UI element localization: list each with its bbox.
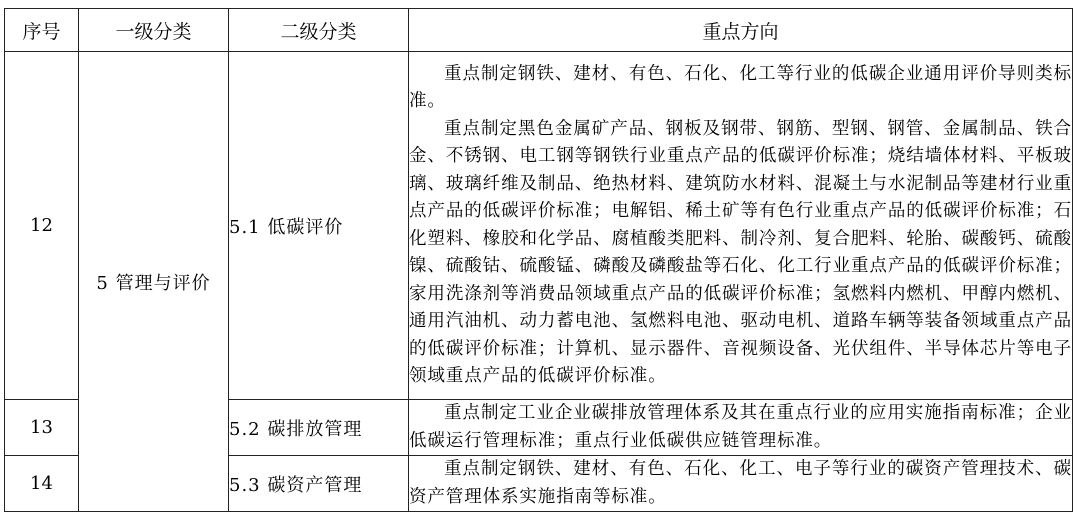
category1-cell: 5 管理与评价 (79, 52, 229, 512)
header-category2: 二级分类 (229, 9, 409, 52)
direction-paragraph: 重点制定钢铁、建材、有色、石化、化工等行业的低碳企业通用评价导则类标准。 (409, 63, 1072, 111)
header-num: 序号 (5, 9, 79, 52)
direction-cell (409, 400, 1073, 456)
row-number: 12 (5, 52, 79, 400)
direction-paragraph: 重点制定钢铁、建材、有色、石化、化工、电子等行业的碳资产管理技术、碳资产管理体系实施指南等标准。 (409, 459, 1072, 507)
direction-paragraph: 重点制定工业企业碳排放管理体系及其在重点行业的应用实施指南标准；企业低碳运行管理标准；重点行业低碳供应链管理标准。 (409, 403, 1072, 451)
category2-cell: 5.1 低碳评价 (229, 52, 409, 400)
table-header-row (5, 9, 1073, 52)
header-direction: 重点方向 (409, 9, 1073, 52)
row-number: 14 (5, 456, 79, 512)
standards-table (4, 8, 1073, 512)
row-number: 13 (5, 400, 79, 456)
category2-cell: 5.2 碳排放管理 (229, 400, 409, 456)
direction-cell (409, 52, 1073, 400)
category2-cell: 5.3 碳资产管理 (229, 456, 409, 512)
table-row (5, 52, 1073, 400)
direction-paragraph: 重点制定黑色金属矿产品、钢板及钢带、钢筋、型钢、钢管、金属制品、铁合金、不锈钢、电工钢等钢铁行业重点产品的低碳评价标准；烧结墙体材料、平板玻璃、玻璃纤维及制品、绝热材料、建筑防水材料、混凝土与水泥制品等建材行业重点产品的低碳评价标准；电解铝、稀土矿等有色行业重点产品的低碳评价标准；石化塑料、橡胶和化学品、腐植酸类肥料、制冷剂、复合肥料、轮胎、碳酸钙、硫酸镍、硫酸钴、硫酸锰、磷酸及磷酸盐等石化、化工行业重点产品的低碳评价标准；家用洗涤剂等消费品领域重点产品的低碳评价标准；氢燃料内燃机、甲醇内燃机、通用汽油机、动力蓄电池、氢燃料电池、驱动电机、道路车辆等装备领域重点产品的低碳评价标准；计算机、显示器件、音视频设备、光伏组件、半导体芯片等电子领域重点产品的低碳评价标准。 (409, 118, 1072, 386)
direction-cell (409, 456, 1073, 512)
header-category1: 一级分类 (79, 9, 229, 52)
